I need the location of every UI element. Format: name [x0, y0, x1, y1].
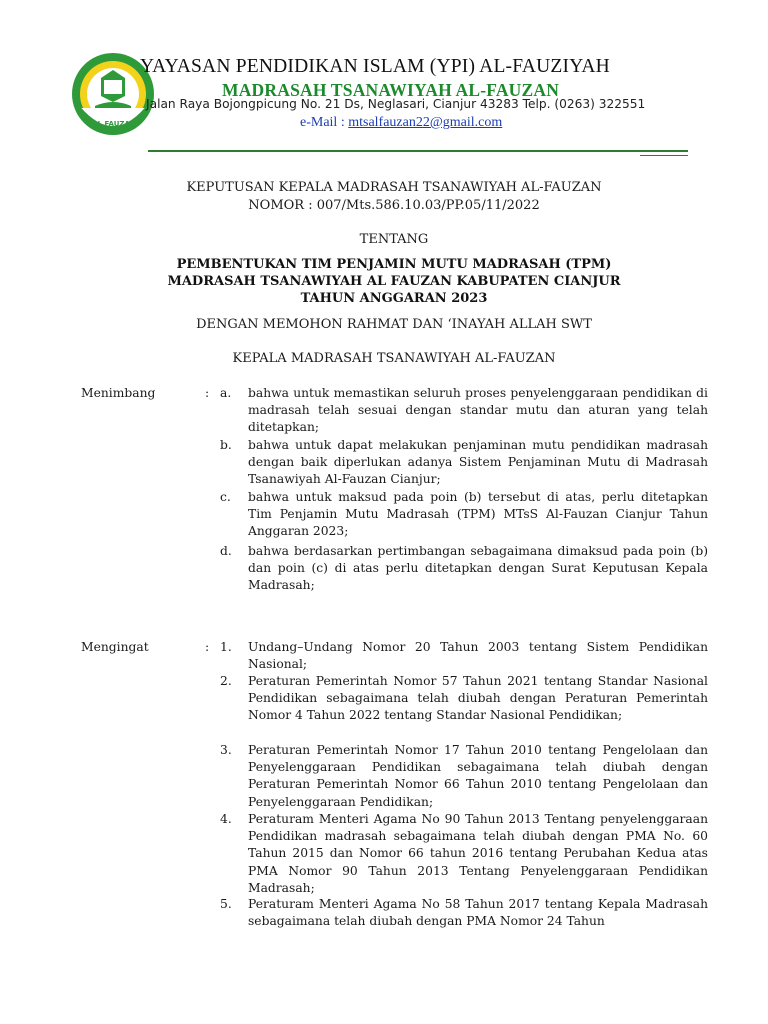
- list-marker: a.: [220, 386, 232, 400]
- list-marker: 5.: [220, 897, 232, 911]
- list-text: Peraturan Pemerintah Nomor 17 Tahun 2010 tentang Pengelolaan dan Penyelenggaraan Pendidikan sebagaimana telah diubah dengan Peraturan Pemerintah Nomor 66 Tahun 2010 tentang Pengelolaan dan Penyelenggaraan Pendidikan;: [248, 743, 708, 809]
- list-item: [220, 437, 708, 489]
- list-item: [220, 673, 708, 725]
- list-item: [220, 543, 708, 595]
- school-name: MADRASAH TSANAWIYAH AL-FAUZAN: [222, 80, 560, 100]
- email-link[interactable]: mtsalfauzan22@gmail.com: [348, 115, 503, 130]
- list-marker: 2.: [220, 674, 232, 688]
- list-marker: c.: [220, 490, 231, 504]
- decree-subject-line: MADRASAH TSANAWIYAH AL FAUZAN KABUPATEN CIANJUR: [167, 274, 621, 289]
- school-address: Jalan Raya Bojongpicung No. 21 Ds, Neglasari, Cianjur 43283 Telp. (0263) 322551: [146, 97, 646, 111]
- list-item: [220, 896, 708, 930]
- decree-subject-line: PEMBENTUKAN TIM PENJAMIN MUTU MADRASAH (TPM): [176, 257, 612, 272]
- decree-title: KEPUTUSAN KEPALA MADRASAH TSANAWIYAH AL-FAUZAN: [186, 180, 602, 195]
- email-label: e-Mail :: [300, 115, 349, 130]
- email-line: [300, 115, 502, 131]
- list-text: bahwa untuk maksud pada poin (b) tersebut di atas, perlu ditetapkan Tim Penjamin Mutu Madrasah (TPM) MTsS Al-Fauzan Cianjur Tahun Anggaran 2023;: [248, 490, 708, 539]
- organization-name: YAYASAN PENDIDIKAN ISLAM (YPI) AL-FAUZIYAH: [140, 56, 610, 77]
- header-rule-short: [640, 155, 688, 156]
- list-text: Undang–Undang Nomor 20 Tahun 2003 tentang Sistem Pendidikan Nasional;: [248, 640, 708, 672]
- mengingat-colon: :: [205, 640, 210, 654]
- list-text: Peraturam Menteri Agama No 90 Tahun 2013 Tentang penyelenggaraan Pendidikan madrasah sebagaimana telah diubah dengan PMA No. 60 Tahun 2015 dan Nomor 66 tahun 2016 tentang Perubahan Kedua atas PMA Nomor 90 Tahun 2013 Tentang Penyelenggaraan Pendidikan Madrasah;: [248, 812, 708, 895]
- menimbang-label: Menimbang: [81, 386, 156, 400]
- decree-subject-line: TAHUN ANGGARAN 2023: [300, 291, 488, 306]
- decree-number: NOMOR : 007/Mts.586.10.03/PP.05/11/2022: [248, 198, 540, 213]
- list-text: bahwa untuk dapat melakukan penjaminan mutu pendidikan madrasah dengan baik diperlukan adanya Sistem Penjaminan Mutu di Madrasah Tsanawiyah Al-Fauzan Cianjur;: [248, 438, 708, 487]
- list-marker: d.: [220, 544, 232, 558]
- list-marker: 1.: [220, 640, 232, 654]
- list-item: [220, 489, 708, 541]
- decree-authority: KEPALA MADRASAH TSANAWIYAH AL-FAUZAN: [232, 351, 556, 366]
- list-item: [220, 811, 708, 897]
- header-rule: [148, 150, 688, 152]
- decree-about: TENTANG: [359, 232, 429, 247]
- logo-caption: AL FAUZAN: [92, 120, 136, 128]
- list-marker: b.: [220, 438, 232, 452]
- list-marker: 4.: [220, 812, 232, 826]
- list-marker: 3.: [220, 743, 232, 757]
- menimbang-colon: :: [205, 386, 210, 400]
- list-text: bahwa berdasarkan pertimbangan sebagaimana dimaksud pada poin (b) dan poin (c) di atas perlu ditetapkan dengan Surat Keputusan Kepala Madrasah;: [248, 544, 708, 593]
- list-item: [220, 742, 708, 811]
- mengingat-label: Mengingat: [81, 640, 149, 654]
- list-text: bahwa untuk memastikan seluruh proses penyelenggaraan pendidikan di madrasah telah sesuai dengan standar mutu dan aturan yang telah ditetapkan;: [248, 386, 708, 435]
- list-text: Peraturan Pemerintah Nomor 57 Tahun 2021 tentang Standar Nasional Pendidikan sebagaimana telah diubah dengan Peraturan Pemerintah Nomor 4 Tahun 2022 tentang Standar Nasional Pendidikan;: [248, 674, 708, 723]
- list-item: [220, 639, 708, 673]
- decree-invocation: DENGAN MEMOHON RAHMAT DAN ‘INAYAH ALLAH SWT: [196, 317, 592, 332]
- list-text: Peraturam Menteri Agama No 58 Tahun 2017 tentang Kepala Madrasah sebagaimana telah diubah dengan PMA Nomor 24 Tahun: [248, 897, 708, 929]
- list-item: [220, 385, 708, 437]
